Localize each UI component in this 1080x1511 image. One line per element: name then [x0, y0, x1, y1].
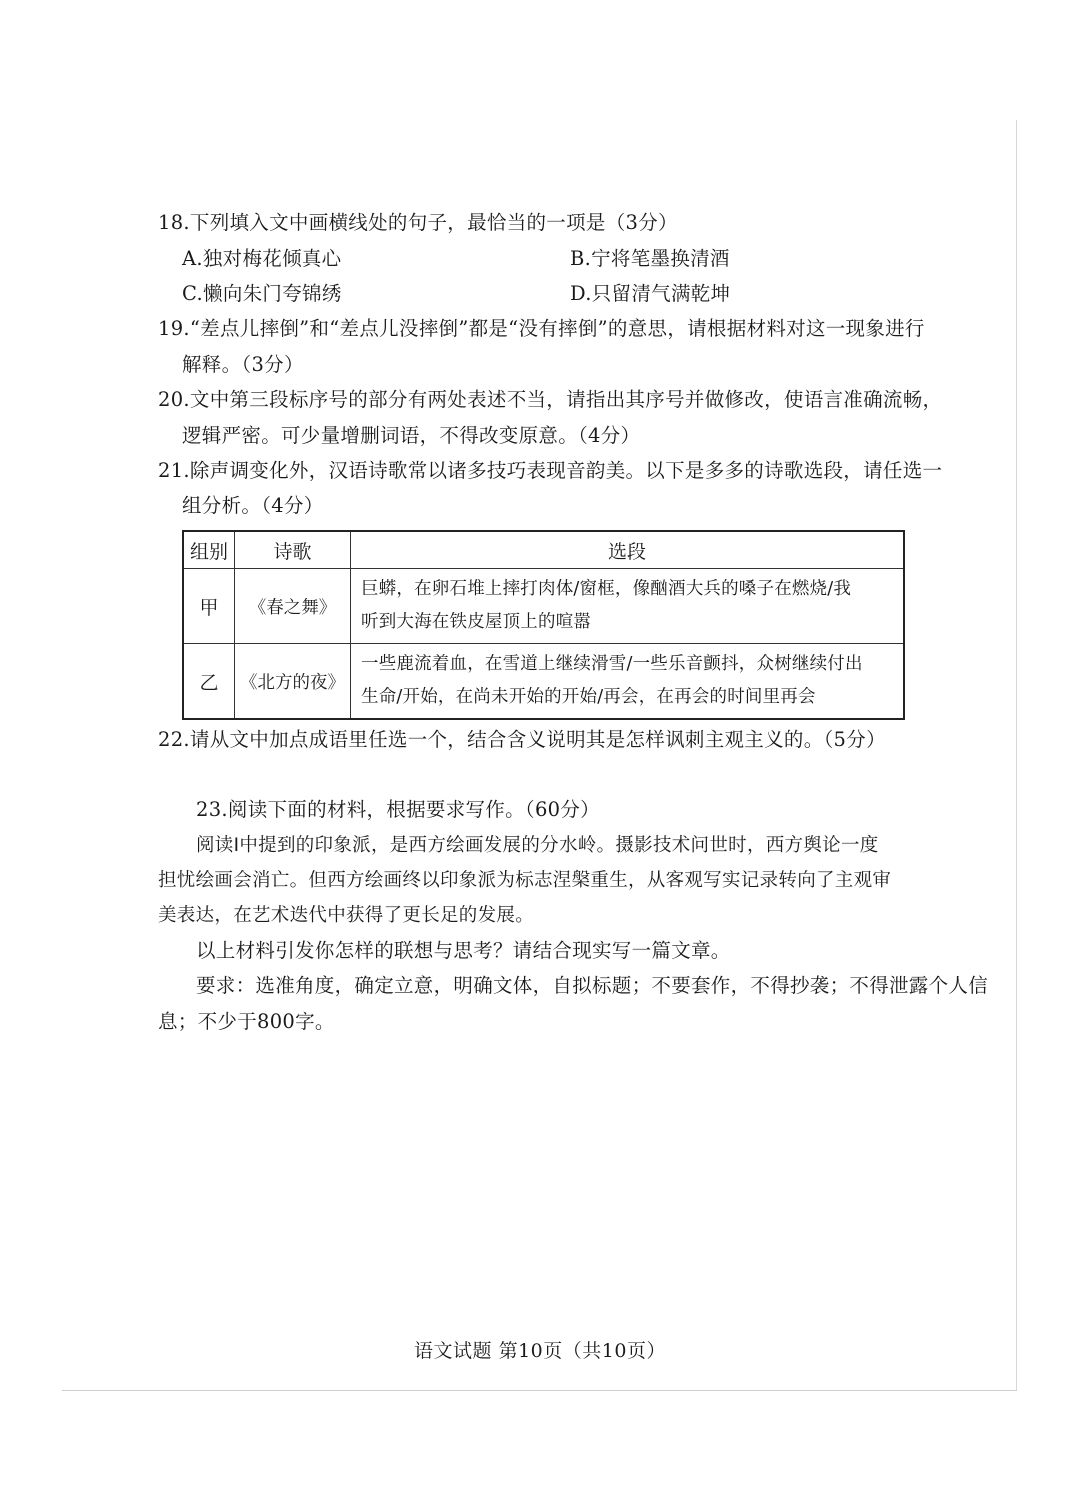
row-poem: 《春之舞》: [235, 569, 351, 644]
writing-prompt: 以上材料引发你怎样的联想与思考？请结合现实写一篇文章。: [196, 939, 731, 962]
material-line-3: 美表达，在艺术迭代中获得了更长足的发展。: [158, 905, 535, 926]
question-21-line-2: 组分析。（4分）: [182, 494, 324, 517]
row-excerpt-line-2: 听到大海在铁皮屋顶上的喧嚣: [361, 612, 592, 632]
question-19-line-2: 解释。（3分）: [182, 353, 304, 376]
question-18-option-b: B.宁将笔墨换清酒: [570, 247, 730, 270]
row-poem: 《北方的夜》: [235, 644, 351, 720]
table-row: [183, 644, 904, 720]
poem-table-header: [183, 531, 904, 569]
requirements-line-2: 息；不少于800字。: [158, 1010, 335, 1033]
row-excerpt-line-1: 一些鹿流着血，在雪道上继续滑雪/一些乐音颤抖，众树继续付出: [361, 654, 863, 674]
table-row: [183, 569, 904, 644]
poem-table: [182, 530, 905, 720]
row-excerpt-line-2: 生命/开始，在尚未开始的开始/再会，在再会的时间里再会: [361, 687, 816, 707]
question-18-option-d: D.只留清气满乾坤: [570, 282, 731, 305]
row-group: 甲: [183, 569, 235, 644]
row-excerpt: [351, 569, 905, 644]
question-21-line-1: 21.除声调变化外，汉语诗歌常以诸多技巧表现音韵美。以下是多多的诗歌选段，请任选一: [158, 459, 943, 482]
header-excerpt: 选段: [351, 531, 905, 569]
question-20-line-2: 逻辑严密。可少量增删词语，不得改变原意。（4分）: [182, 424, 641, 447]
header-group: 组别: [183, 531, 235, 569]
row-excerpt: [351, 644, 905, 720]
page-edge-right: [1016, 120, 1017, 1390]
material-line-1: 阅读Ⅰ中提到的印象派，是西方绘画发展的分水岭。摄影技术问世时，西方舆论一度: [196, 835, 879, 856]
question-18-option-c: C.懒向朱门夸锦绣: [182, 282, 342, 305]
row-group: 乙: [183, 644, 235, 720]
question-18-stem: 18.下列填入文中画横线处的句子，最恰当的一项是（3分）: [158, 211, 678, 234]
question-18-option-a: A.独对梅花倾真心: [182, 247, 342, 270]
question-20-line-1: 20.文中第三段标序号的部分有两处表述不当，请指出其序号并做修改，使语言准确流畅，: [158, 388, 943, 411]
question-23-stem: 23.阅读下面的材料，根据要求写作。（60分）: [196, 798, 600, 821]
page-footer: 语文试题 第10页（共10页）: [414, 1340, 666, 1362]
question-22-line-1: 22.请从文中加点成语里任选一个，结合含义说明其是怎样讽刺主观主义的。（5分）: [158, 728, 886, 751]
header-poem: 诗歌: [235, 531, 351, 569]
question-19-line-1: 19.“差点儿摔倒”和“差点儿没摔倒”都是“没有摔倒”的意思，请根据材料对这一现象进行: [158, 317, 925, 340]
requirements-line-1: 要求：选准角度，确定立意，明确文体，自拟标题；不要套作，不得抄袭；不得泄露个人信: [196, 974, 989, 997]
page-edge-bottom: [62, 1390, 1017, 1391]
row-excerpt-line-1: 巨蟒，在卵石堆上摔打肉体/窗框，像酗酒大兵的嗓子在燃烧/我: [361, 579, 852, 599]
material-line-2: 担忧绘画会消亡。但西方绘画终以印象派为标志涅槃重生，从客观写实记录转向了主观审: [158, 870, 892, 891]
